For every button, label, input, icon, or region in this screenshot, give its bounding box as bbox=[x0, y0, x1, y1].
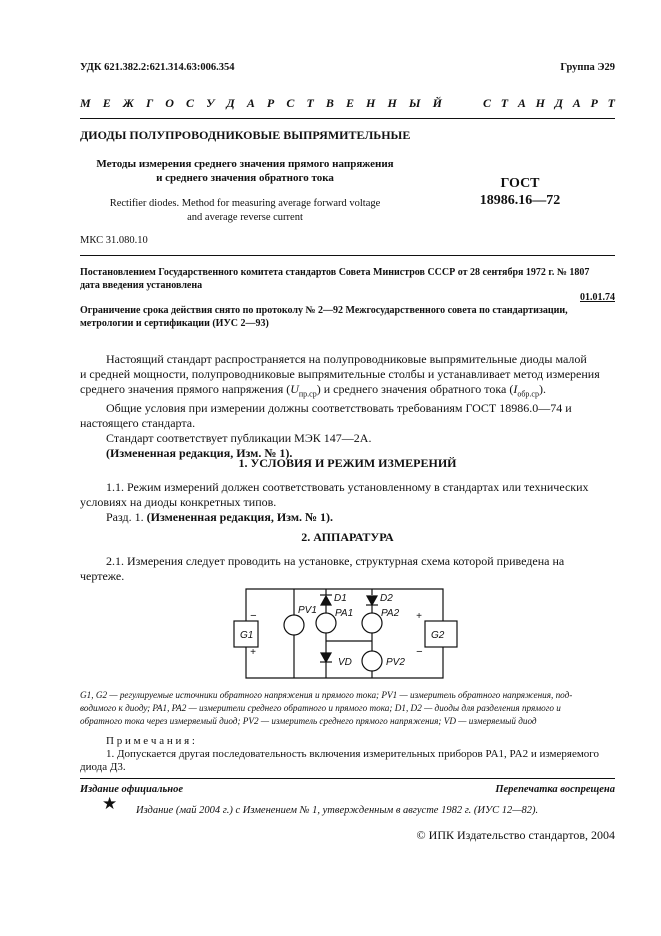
banner-letter: Р bbox=[590, 96, 598, 110]
banner-letter: Ж bbox=[122, 96, 134, 110]
banner-letter: Е bbox=[345, 96, 354, 110]
reprint-prohibited: Перепечатка воспрещена bbox=[495, 784, 615, 795]
banner-letter: А bbox=[246, 96, 255, 110]
banner-letter: С bbox=[286, 96, 295, 110]
g1-label: G1 bbox=[240, 630, 254, 641]
text-line: чертеже. bbox=[80, 569, 125, 583]
decree-line: дата введения установлена bbox=[80, 280, 203, 291]
circuit-diagram bbox=[220, 583, 470, 685]
banner-letter: Т bbox=[306, 96, 314, 110]
banner-letter: С bbox=[483, 96, 492, 110]
gost-label: ГОСТ bbox=[500, 176, 540, 191]
intro-paragraph bbox=[80, 352, 615, 461]
banner-letter: А bbox=[572, 96, 581, 110]
legend-line: водимого к диоду; PA1, PA2 — измерители среднего обратного и прямого тока; D1, D2 — диоды для разделения прямого и bbox=[80, 703, 561, 713]
pa2-meter bbox=[362, 613, 382, 633]
notes-block bbox=[80, 735, 615, 774]
banner-letter: Т bbox=[500, 96, 509, 110]
pv2-label: PV2 bbox=[386, 657, 405, 668]
text-line: 1.1. Режим измерений должен соответствовать установленному в стандартах или технических bbox=[106, 480, 589, 494]
subtitle-line: Методы измерения среднего значения прямого напряжения bbox=[96, 158, 394, 170]
text-line: Стандарт соответствует публикации МЭК 147—2А. bbox=[106, 431, 372, 446]
pa1-label: PA1 bbox=[335, 608, 354, 619]
decree-block bbox=[80, 266, 615, 292]
gost-designation bbox=[460, 175, 580, 209]
g1-minus: − bbox=[250, 610, 257, 622]
udk-code: УДК 621.382.2:621.314.63:006.354 bbox=[80, 62, 235, 73]
voltage-subscript: пр.ср bbox=[298, 389, 317, 399]
text-line: настоящего стандарта. bbox=[80, 416, 196, 431]
banner-letter: Д bbox=[226, 96, 235, 110]
subtitle-line: и среднего значения обратного тока bbox=[156, 172, 334, 184]
official-edition: Издание официальное bbox=[80, 784, 184, 795]
voltage-symbol: U bbox=[290, 382, 299, 396]
amendment-note: (Измененная редакция, Изм. № 1). bbox=[146, 510, 334, 524]
g2-plus: + bbox=[416, 611, 422, 622]
text-line: 2.1. Измерения следует проводить на установке, структурная схема которой приведена на bbox=[106, 554, 565, 568]
english-title-line: Rectifier diodes. Method for measuring average forward voltage bbox=[109, 198, 381, 209]
group-code: Группа Э29 bbox=[560, 62, 615, 73]
d2-label: D2 bbox=[380, 593, 393, 604]
banner-letter: Т bbox=[607, 96, 615, 110]
decree-line: Постановлением Государственного комитета стандартов Совета Министров СССР от 28 сентября 1972 г. № 1807 bbox=[80, 267, 590, 278]
english-title bbox=[80, 197, 410, 225]
banner-letter: А bbox=[517, 96, 526, 110]
limit-line: метрологии и сертификации (ИУС 2—93) bbox=[80, 318, 269, 329]
note-line: диода Д3. bbox=[80, 761, 126, 773]
g1-plus: + bbox=[250, 647, 256, 658]
banner-word-standard bbox=[483, 96, 615, 111]
banner-letter: Р bbox=[266, 96, 275, 110]
pv2-meter bbox=[362, 651, 382, 671]
pa1-meter bbox=[316, 613, 336, 633]
banner-letter: Н bbox=[535, 96, 546, 110]
edition-note: Издание (май 2004 г.) с Изменением № 1, утвержденным в августе 1982 г. (ИУС 12—82). bbox=[136, 805, 539, 816]
section-2-body bbox=[80, 554, 615, 584]
banner-letter: С bbox=[186, 96, 195, 110]
banner-word-interstate bbox=[80, 96, 442, 111]
text-span: ) и среднего значения обратного тока ( bbox=[316, 382, 514, 396]
legend-line: обратного тока через измеряемый диод; PV2 — измеритель среднего прямого напряжения; VD — измеряемый диод bbox=[80, 716, 537, 726]
title-rule bbox=[80, 255, 615, 256]
banner-letter: Н bbox=[387, 96, 397, 110]
current-symbol: I bbox=[513, 382, 518, 396]
interstate-standard-banner bbox=[80, 96, 615, 111]
banner-letter: Д bbox=[554, 96, 563, 110]
gost-number: 18986.16—72 bbox=[479, 193, 561, 208]
doc-title: ДИОДЫ ПОЛУПРОВОДНИКОВЫЕ ВЫПРЯМИТЕЛЬНЫЕ bbox=[80, 128, 411, 142]
d2-diode bbox=[367, 596, 377, 605]
text-span: ). bbox=[538, 382, 546, 396]
pa2-label: PA2 bbox=[381, 608, 400, 619]
text-line: условиях на диоды конкретных типов. bbox=[80, 495, 277, 509]
star-icon: ★ bbox=[102, 794, 118, 813]
vd-label: VD bbox=[338, 657, 352, 668]
copyright: © ИПК Издательство стандартов, 2004 bbox=[416, 828, 615, 842]
header-rule bbox=[80, 118, 615, 119]
diagram-legend bbox=[80, 689, 615, 728]
limit-line: Ограничение срока действия снято по протоколу № 2—92 Межгосударственного совета по стандартизации, bbox=[80, 305, 568, 316]
pv1-meter bbox=[284, 615, 304, 635]
text-span: среднего значения прямого напряжения ( bbox=[80, 382, 291, 396]
footer-rule bbox=[80, 778, 615, 779]
text-line: Общие условия при измерении должны соответствовать требованиям ГОСТ 18986.0—74 и bbox=[106, 401, 572, 416]
english-title-line: and average reverse current bbox=[187, 212, 303, 223]
section-1-heading: 1. УСЛОВИЯ И РЕЖИМ ИЗМЕРЕНИЙ bbox=[238, 456, 457, 470]
vd-diode bbox=[321, 653, 331, 662]
section-1-body bbox=[80, 480, 615, 525]
legend-line: G1, G2 — регулируемые источники обратного напряжения и прямого тока; PV1 — измеритель обратного напряжения, под- bbox=[80, 690, 573, 700]
note-line: 1. Допускается другая последовательность включения измерительных приборов PA1, PA2 и измеряемого bbox=[106, 748, 600, 760]
d1-label: D1 bbox=[334, 593, 347, 604]
pv1-label: PV1 bbox=[298, 605, 317, 616]
banner-letter: Н bbox=[366, 96, 376, 110]
d1-diode bbox=[321, 596, 331, 605]
text-line: Настоящий стандарт распространяется на полупроводниковые выпрямительные диоды малой bbox=[106, 352, 587, 366]
mks-code: МКС 31.080.10 bbox=[80, 235, 148, 246]
introduction-date: 01.01.74 bbox=[580, 292, 615, 303]
notes-title: П р и м е ч а н и я : bbox=[106, 735, 195, 747]
banner-letter: Е bbox=[102, 96, 111, 110]
g2-minus: − bbox=[416, 646, 423, 658]
text-span: Разд. 1. bbox=[106, 510, 147, 524]
amendment-note: (Измененная редакция, Изм. № 1). bbox=[106, 446, 293, 461]
current-subscript: обр.ср bbox=[517, 389, 539, 399]
banner-letter: М bbox=[80, 96, 91, 110]
doc-subtitle bbox=[80, 157, 410, 185]
banner-letter: Г bbox=[145, 96, 154, 110]
banner-letter: Ы bbox=[408, 96, 421, 110]
text-line bbox=[80, 510, 615, 525]
banner-letter: В bbox=[325, 96, 334, 110]
section-2-heading: 2. АППАРАТУРА bbox=[301, 530, 394, 544]
banner-letter: У bbox=[206, 96, 215, 110]
text-line bbox=[80, 382, 615, 401]
g2-label: G2 bbox=[431, 630, 445, 641]
text-line: и средней мощности, полупроводниковые выпрямительные столбы и устанавливает метод измерения bbox=[80, 367, 600, 381]
banner-letter: Й bbox=[432, 96, 442, 110]
banner-letter: О bbox=[165, 96, 174, 110]
limit-removal bbox=[80, 304, 615, 330]
